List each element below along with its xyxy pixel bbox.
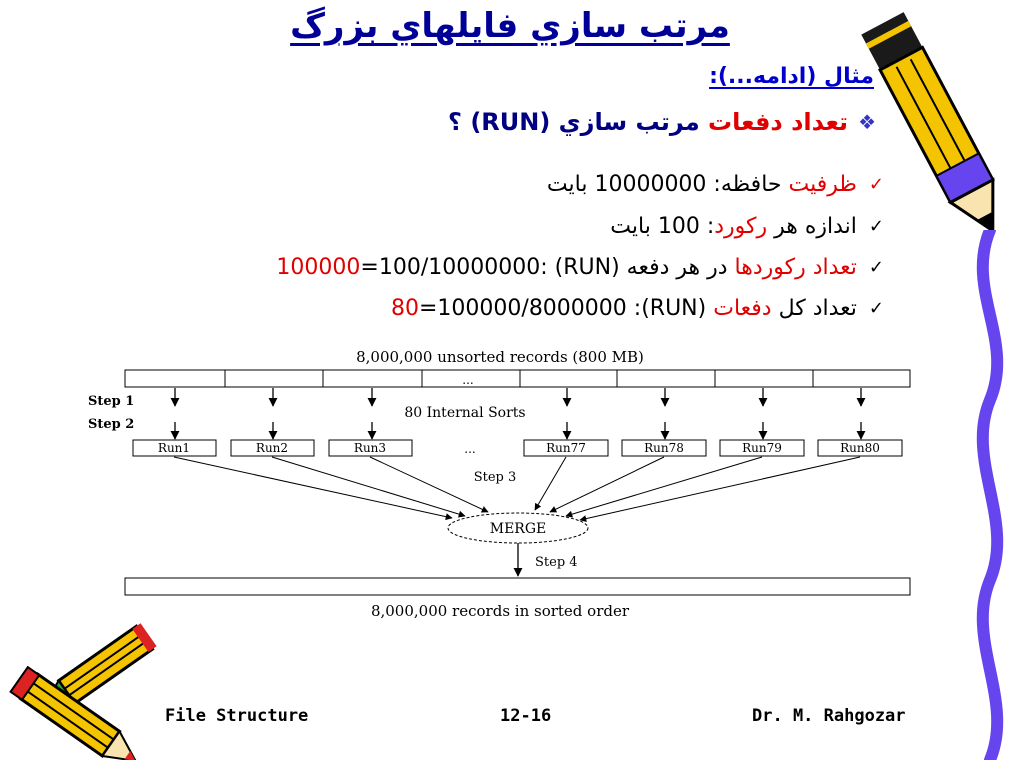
svg-text:Run2: Run2 (255, 441, 289, 455)
check-icon: ✓ (868, 257, 884, 278)
check-item-total-runs: ✓ تعداد کل دفعات (RUN): 80=100000/8000000 (390, 296, 884, 321)
pencils-icon (0, 615, 160, 760)
decorative-ribbon-icon (960, 230, 1020, 760)
slide-title: مرتب سازي فايلهاي بزرگ (290, 6, 730, 46)
step3-label: Step 3 (473, 470, 517, 485)
check-icon: ✓ (868, 298, 884, 319)
internal-sorts-label: 80 Internal Sorts (404, 405, 526, 421)
check-item-records-per-run: ✓ تعداد رکوردها در هر دفعه (RUN) :100000=100/10000000 (276, 255, 884, 280)
run-box (720, 440, 804, 456)
footer-slide-number: 12-16 (500, 706, 552, 726)
sorted-records-label: 8,000,000 records in sorted order (370, 602, 630, 620)
svg-text:Run78: Run78 (644, 441, 684, 455)
diamond-bullet-icon: ❖ (858, 110, 876, 134)
check-item-memory: ✓ ظرفيت حافظه: 10000000 بايت (546, 172, 884, 197)
run-box (231, 440, 314, 456)
unsorted-records-bar (125, 370, 910, 387)
run-boxes (133, 440, 902, 456)
step2-label: Step 2 (88, 417, 135, 432)
svg-text:Run1: Run1 (157, 441, 191, 455)
footer-author: Dr. M. Rahgozar (752, 706, 906, 726)
check-item-record-size: ✓ اندازه هر رکورد: 100 بايت (610, 214, 884, 239)
check-icon: ✓ (868, 174, 884, 195)
step2-arrows (175, 422, 861, 439)
unsorted-records-label: 8,000,000 unsorted records (800 MB) (356, 348, 644, 366)
step1-label: Step 1 (88, 394, 135, 409)
slide-subtitle: مثال (ادامه...): (709, 64, 874, 89)
run-box (329, 440, 412, 456)
svg-text:Run3: Run3 (353, 441, 387, 455)
run-box (524, 440, 608, 456)
run-box (818, 440, 902, 456)
step4-label: Step 4 (535, 555, 578, 570)
bullet-text: مرتب سازي (RUN) ؟ (448, 108, 709, 136)
merge-arrows (174, 457, 860, 520)
footer-course: File Structure (165, 706, 309, 726)
run-box (133, 440, 216, 456)
pencil-icon (860, 0, 1010, 250)
svg-text:Run77: Run77 (546, 441, 586, 455)
bullet-red-text: تعداد دفعات (708, 108, 849, 136)
check-icon: ✓ (868, 216, 884, 237)
svg-text:Run79: Run79 (742, 441, 782, 455)
svg-text:Run80: Run80 (840, 441, 880, 455)
sorted-records-bar (125, 578, 910, 595)
run-box (622, 440, 706, 456)
bullet-question (448, 108, 876, 136)
merge-sort-diagram (80, 340, 920, 630)
runs-ellipsis: ... (464, 442, 476, 456)
bar-ellipsis: ... (462, 373, 474, 387)
merge-label: MERGE (489, 521, 547, 537)
step1-arrows (175, 388, 861, 406)
